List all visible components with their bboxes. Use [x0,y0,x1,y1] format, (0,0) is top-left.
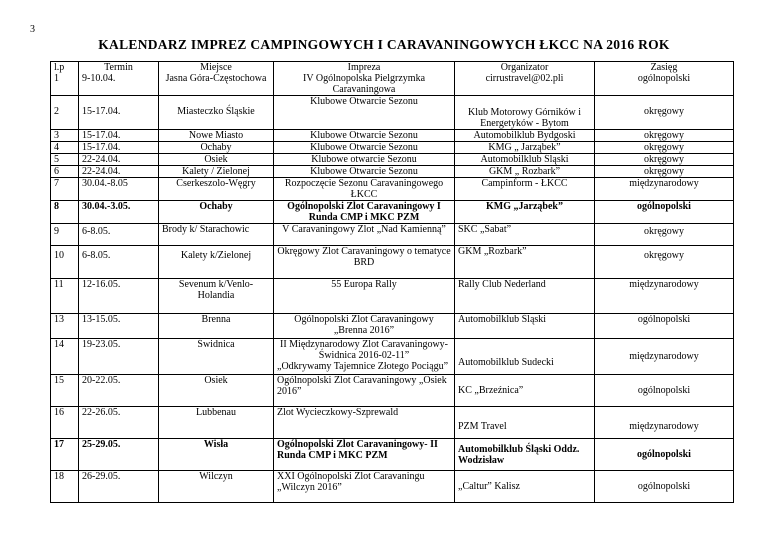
table-row: 7 30.04.-8.05 Cserkeszolo-Węgry Rozpoczęcie Sezonu Caravaningowego ŁKCC Campinform - ŁKCC międzynarodowy [51,178,734,201]
table-row: 9 6-8.05. Brody k/ Starachowic V Caravaningowy Zlot „Nad Kamienną” SKC „Sabat” okręgowy [51,224,734,246]
table-row: 4 15-17.04. Ochaby Klubowe Otwarcie Sezonu KMG „ Jarząbek” okręgowy [51,142,734,154]
organizator-cell: Klub Motorowy Górników i Energetyków - Bytom [455,96,595,130]
header-miejsce: Miejsce [200,62,232,73]
miejsce-cell: Miasteczko Śląskie [159,96,274,130]
header-organizator: Organizator [500,62,549,73]
organizator-cell: Organizator cirrustravel@02.pli [455,62,595,96]
table-row [51,96,734,130]
table-row: 11 12-16.05. Sevenum k/Venlo-Holandia 55 Europa Rally Rally Club Nederland międzynarodowy [51,279,734,314]
lp-cell: 2 [51,96,79,130]
events-table [50,61,734,503]
page-number: 3 [30,24,35,35]
table-row: 6 22-24.04. Kalety / Zielonej Klubowe Otwarcie Sezonu GKM „ Rozbark” okręgowy [51,166,734,178]
zasieg-cell: okręgowy [595,96,734,130]
termin-cell: 15-17.04. [79,96,159,130]
table-row: 16 22-26.05. Lubbenau Zlot Wycieczkowy-Szprewald PZM Travel międzynarodowy [51,407,734,439]
table-row: 10 6-8.05. Kalety k/Zielonej Okręgowy Zlot Caravaningowy o tematyce BRD GKM „Rozbark” okręgowy [51,246,734,279]
table-row: 18 26-29.05. Wilczyn XXI Ogólnopolski Zlot Caravaningu „Wilczyn 2016” „Caltur” Kalisz ogólnopolski [51,471,734,503]
impreza-cell: II Międzynarodowy Zlot Caravaningowy- Świdnica 2016-02-11” „Odkrywamy Tajemnice Złotego Pociągu” [274,339,455,375]
table-row: 15 20-22.05. Osiek Ogólnopolski Zlot Caravaningowy „Osiek 2016” KC „Brzeźnica” ogólnopolski [51,375,734,407]
zasieg-cell: Zasięg ogólnopolski [595,62,734,96]
table-row: 17 25-29.05. Wisła Ogólnopolski Zlot Caravaningowy- II Runda CMP i MKC PZM Automobilklub Śląski Oddz. Wodzisław ogólnopolski [51,439,734,471]
page-title: KALENDARZ IMPREZ CAMPINGOWYCH I CARAVANINGOWYCH ŁKCC NA 2016 ROK [98,37,670,52]
header-lp: l.p [54,62,65,73]
table-row: 13 13-15.05. Brenna Ogólnopolski Zlot Caravaningowy „Brenna 2016” Automobilklub Śląski ogólnopolski [51,314,734,339]
table-row: 14 19-23.05. Świdnica II Międzynarodowy Zlot Caravaningowy- Świdnica 2016-02-11” „Odkrywamy Tajemnice Złotego Pociągu” Automobilklub Sudecki międzynarodowy [51,339,734,375]
table-row [51,62,734,96]
termin-cell: Termin 9-10.04. [79,62,159,96]
table-row: 5 22-24.04. Osiek Klubowe otwarcie Sezonu Automobilklub Śląski okręgowy [51,154,734,166]
impreza-cell: Impreza IV Ogólnopolska Pielgrzymka Caravaningowa [274,62,455,96]
header-termin: Termin [104,62,133,73]
table-row: 3 15-17.04. Nowe Miasto Klubowe Otwarcie Sezonu Automobilklub Bydgoski okręgowy [51,130,734,142]
header-zasieg: Zasięg [650,62,678,73]
impreza-cell: Klubowe Otwarcie Sezonu [274,96,455,130]
miejsce-cell: Miejsce Jasna Góra-Częstochowa [159,62,274,96]
table-row: 8 30.04.-3.05. Ochaby Ogólnopolski Zlot Caravaningowy I Runda CMP i MKC PZM KMG „Jarząbek” ogólnopolski [51,201,734,224]
header-impreza: Impreza [347,62,381,73]
lp-cell: l.p 1 [51,62,79,96]
